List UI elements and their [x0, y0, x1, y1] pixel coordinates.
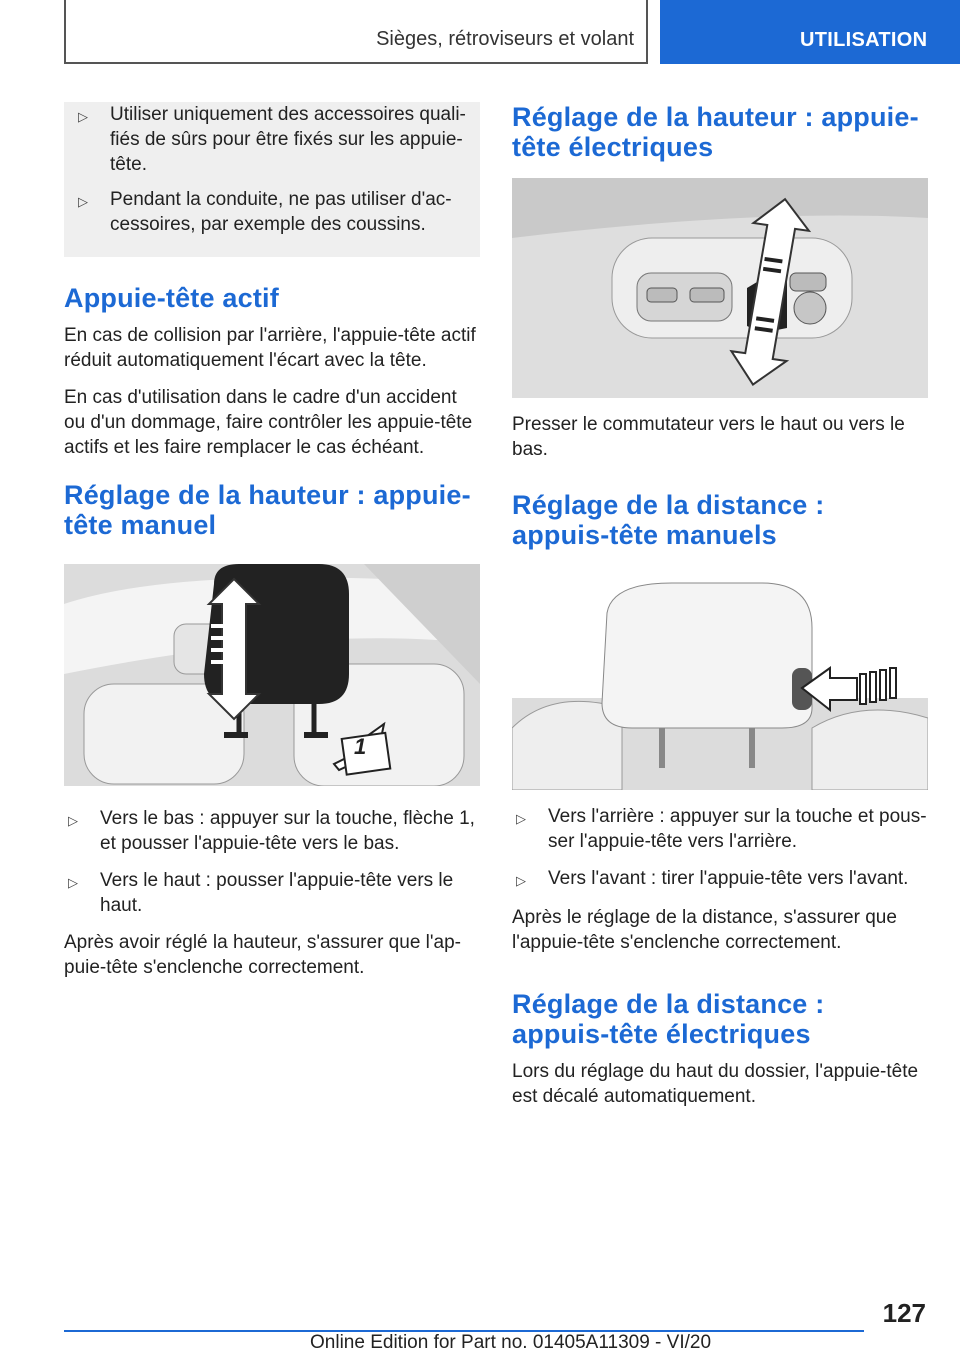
bullet-arrow-icon: ▷: [78, 194, 88, 209]
figure-distance-headrest: [512, 578, 928, 790]
list-item: ▷ Utiliser uniquement des accessoires quali-fiés de sûrs pour être fixés sur les appuie-tête.: [74, 102, 468, 177]
heading-height-electric: Réglage de la hauteur : appuie-tête électriques: [512, 102, 919, 162]
list-item: ▷ Vers le bas : appuyer sur la touche, flèche 1, et pousser l'appuie-tête vers le bas.: [64, 806, 480, 856]
list-item: ▷ Vers l'arrière : appuyer sur la touche et pous-ser l'appuie-tête vers l'arrière.: [512, 804, 928, 854]
paragraph: En cas de collision par l'arrière, l'appuie-tête actif réduit automatiquement l'écart avec la tête.: [64, 325, 476, 371]
heading-distance-manual: Réglage de la distance : appuis-tête manuels: [512, 490, 825, 550]
seat-switch-illustration: [512, 178, 928, 398]
headrest-illustration: [64, 564, 480, 786]
paragraph: Lors du réglage du haut du dossier, l'appuie-tête est décalé automatiquement.: [512, 1061, 919, 1107]
section-title: Sièges, rétroviseurs et volant: [376, 28, 634, 50]
callout-number: 1: [354, 734, 367, 759]
bullet-arrow-icon: ▷: [78, 109, 88, 124]
heading-height-manual: Réglage de la hauteur : appuie-tête manuel: [64, 480, 471, 540]
heading-active-headrest: Appuie-tête actif: [64, 283, 279, 313]
left-column: [64, 102, 480, 992]
bullet-arrow-icon: ▷: [516, 811, 526, 826]
figure-seat-switch: [512, 178, 928, 398]
safety-note: [64, 102, 480, 257]
list-item: ▷ Vers le haut : pousser l'appuie-tête vers le haut.: [64, 868, 480, 918]
list-item: ▷ Vers l'avant : tirer l'appuie-tête vers l'avant.: [512, 866, 928, 893]
bullet-arrow-icon: ▷: [68, 813, 78, 828]
page-number: 127: [882, 1298, 926, 1328]
heading-distance-electric: Réglage de la distance : appuis-tête électriques: [512, 989, 825, 1049]
paragraph: Après avoir réglé la hauteur, s'assurer que l'ap-puie-tête s'enclenche correctement.: [64, 932, 461, 978]
header-section-box: [64, 0, 648, 64]
right-column: [512, 102, 928, 1121]
bullet-arrow-icon: ▷: [516, 873, 526, 888]
edition-footer: Online Edition for Part no. 01405A11309 - VI/20: [310, 1332, 712, 1353]
distance-headrest-illustration: [512, 578, 928, 790]
bullet-arrow-icon: ▷: [68, 875, 78, 890]
figure-manual-headrest: [64, 564, 480, 786]
paragraph: Après le réglage de la distance, s'assurer que l'appuie-tête s'enclenche correctement.: [512, 907, 897, 953]
list-item: ▷ Pendant la conduite, ne pas utiliser d'ac-cessoires, par exemple des coussins.: [74, 187, 468, 237]
chapter-tab[interactable]: UTILISATION: [660, 0, 960, 64]
figure-caption: Presser le commutateur vers le haut ou vers le bas.: [512, 414, 905, 460]
paragraph: En cas d'utilisation dans le cadre d'un accident ou d'un dommage, faire contrôler les appuie-tête actifs et les faire remplacer le cas échéant.: [64, 387, 473, 458]
